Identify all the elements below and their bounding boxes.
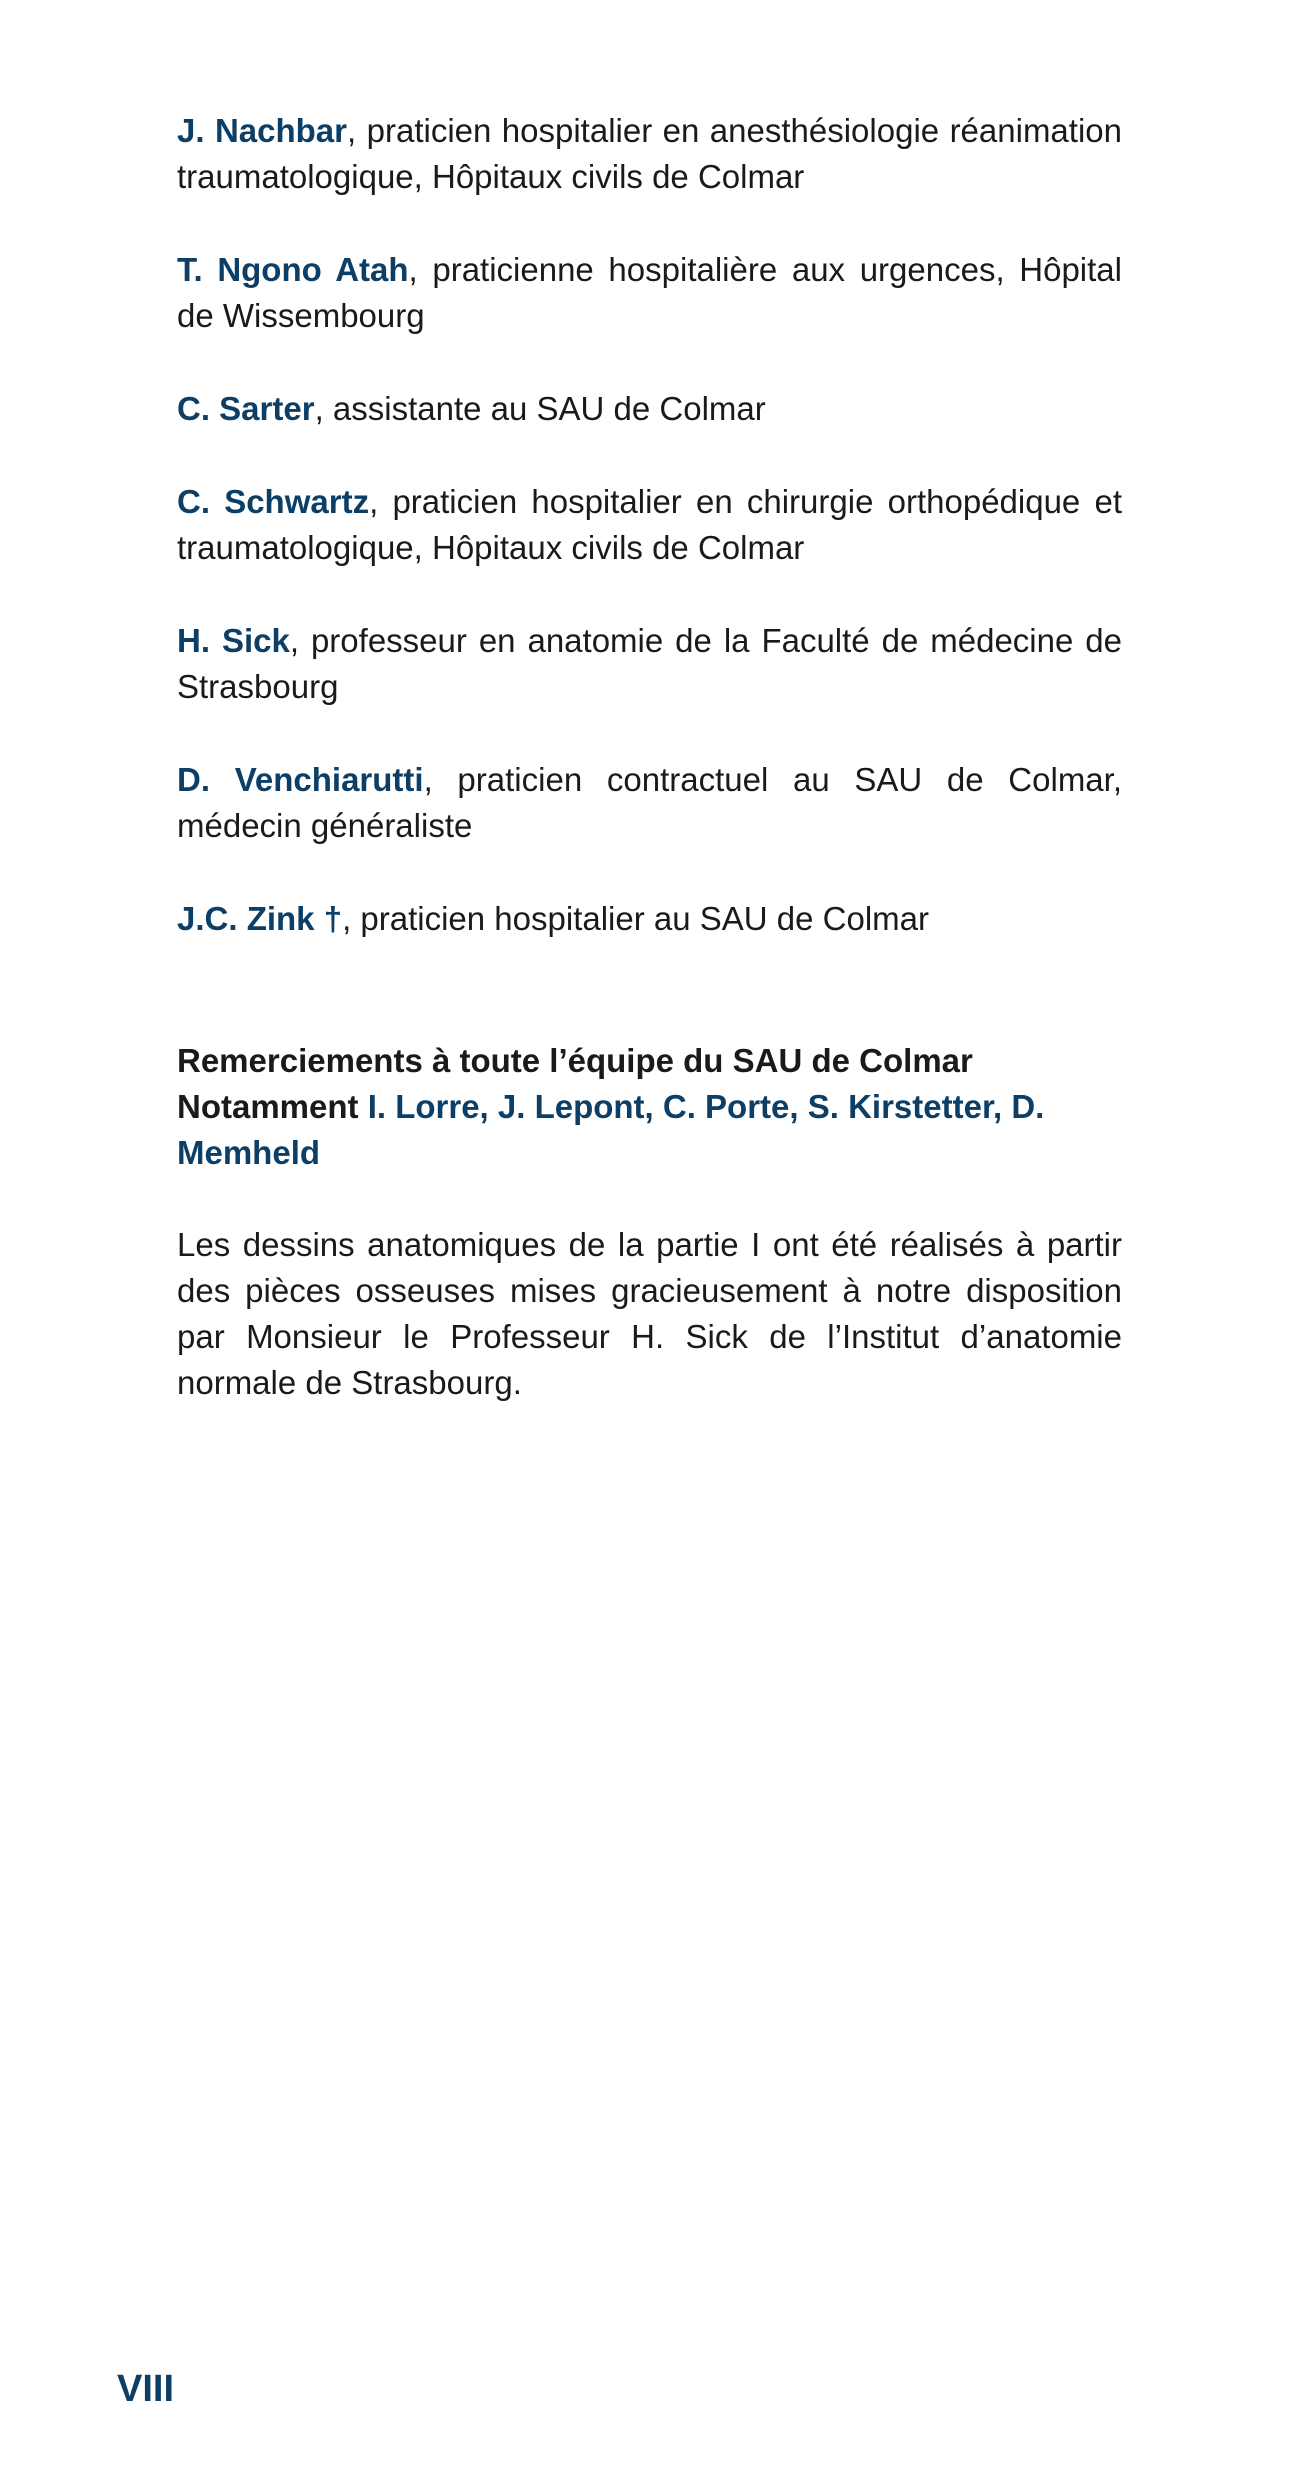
- contributor-role: , praticienne hospitalière aux urgences, Hôpital de Wissembourg: [177, 251, 1122, 334]
- contributor-name: T. Ngono Atah: [177, 251, 409, 288]
- contributor-name: H. Sick: [177, 622, 290, 659]
- contributor-entry: [177, 757, 1122, 849]
- contributor-role: , praticien hospitalier en anesthésiologie réanimation traumatologique, Hôpitaux civils de Colmar: [177, 112, 1122, 195]
- contributor-role: , assistante au SAU de Colmar: [314, 390, 766, 427]
- acknowledgements-line: [177, 1084, 1122, 1176]
- acknowledgements: [177, 1038, 1122, 1176]
- contributor-name: C. Sarter: [177, 390, 315, 427]
- contributor-name: J. Nachbar: [177, 112, 348, 149]
- contributor-role: , praticien hospitalier en chirurgie orthopédique et traumatologique, Hôpitaux civils de Colmar: [177, 483, 1123, 566]
- contributor-name: J.C. Zink †: [177, 900, 343, 937]
- contributor-name: C. Schwartz: [177, 483, 370, 520]
- contributors-section: [177, 108, 1122, 1439]
- contributor-entry: [177, 896, 1122, 942]
- contributor-role: , professeur en anatomie de la Faculté de médecine de Strasbourg: [177, 622, 1122, 705]
- page-number: VIII: [117, 2368, 175, 2410]
- acknowledgements-title: Remerciements à toute l’équipe du SAU de Colmar: [177, 1042, 973, 1079]
- contributor-entry: [177, 386, 1122, 432]
- contributor-entry: [177, 618, 1122, 710]
- contributor-entry: [177, 108, 1122, 200]
- acknowledgements-names: I. Lorre, J. Lepont, C. Porte, S. Kirstetter, D. Memheld: [177, 1088, 1045, 1171]
- acknowledgements-prefix: Notamment: [177, 1088, 368, 1125]
- contributor-role: , praticien hospitalier au SAU de Colmar: [342, 900, 930, 937]
- contributor-entry: [177, 479, 1122, 571]
- contributor-role: , praticien contractuel au SAU de Colmar, médecin généraliste: [177, 761, 1122, 844]
- contributor-entry: [177, 247, 1122, 339]
- contributor-name: D. Venchiarutti: [177, 761, 424, 798]
- drawings-note: Les dessins anatomiques de la partie I ont été réalisés à partir des pièces osseuses mises gracieusement à notre disposition par Monsieur le Professeur H. Sick de l’Institut d’anatomie normale de Strasbourg.: [177, 1226, 1122, 1401]
